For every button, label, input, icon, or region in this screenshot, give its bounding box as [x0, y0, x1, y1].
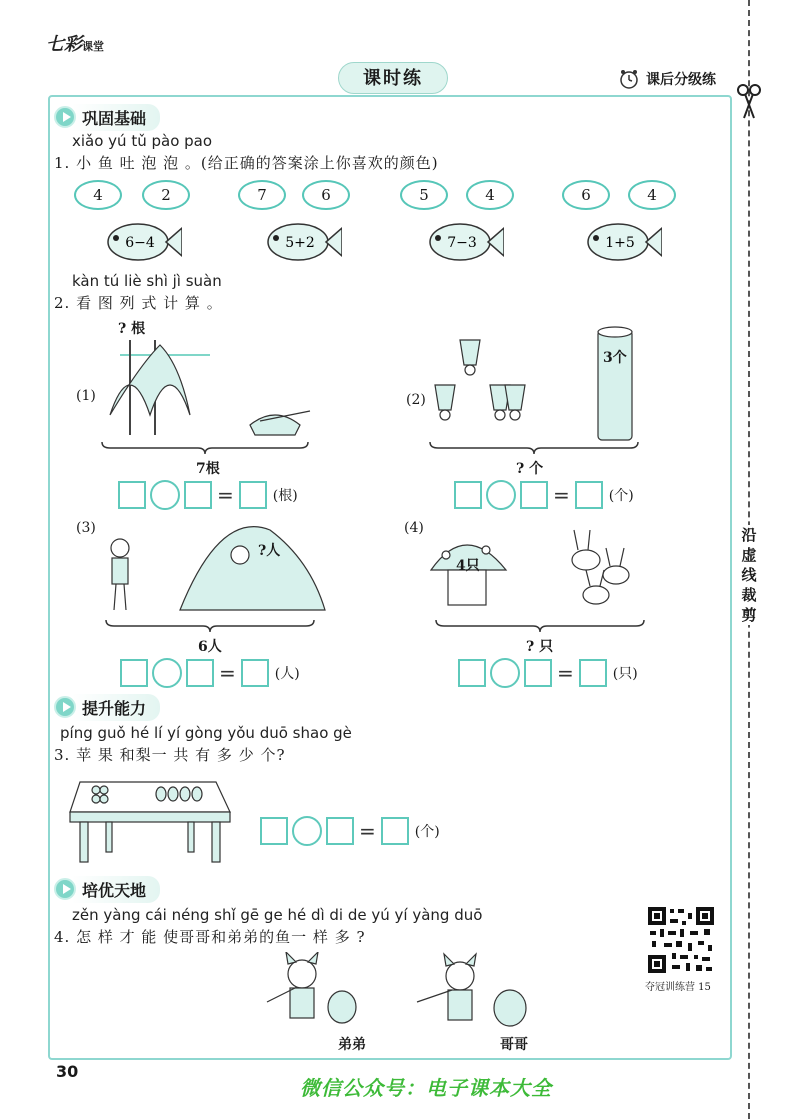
- answer-bubble[interactable]: 7: [238, 180, 286, 210]
- qr-code-icon[interactable]: [646, 905, 716, 975]
- q3-text: 3. 苹 果 和梨一 共 有 多 少 个?: [54, 746, 286, 764]
- table-fruits-illustration: [66, 772, 236, 864]
- q2-1-equation: [118, 480, 298, 510]
- q2-2-number: (2): [406, 392, 426, 408]
- answer-bubble[interactable]: 4: [628, 180, 676, 210]
- q2-1-number: (1): [76, 388, 96, 404]
- operator-circle[interactable]: [292, 816, 322, 846]
- footer-banner: 微信公众号：电子课本大全: [300, 1076, 552, 1100]
- answer-box[interactable]: [120, 659, 148, 687]
- q2-3-equation: [120, 658, 300, 688]
- q2-pinyin: kàn tú liè shì jì suàn: [72, 272, 222, 290]
- answer-box[interactable]: [520, 481, 548, 509]
- section-header-improve: [54, 694, 160, 720]
- qr-caption: 夺冠训练营 15: [645, 982, 711, 993]
- brand-text: 七彩: [46, 34, 82, 55]
- cut-instruction: 沿 虚 线 裁 剪: [741, 526, 757, 624]
- section-title: 培优天地: [72, 876, 160, 903]
- q2-2-equation: [454, 480, 634, 510]
- answer-box[interactable]: [326, 817, 354, 845]
- younger-brother-cat-illustration: [262, 952, 362, 1032]
- equals-sign: =: [219, 661, 236, 685]
- answer-box[interactable]: [260, 817, 288, 845]
- play-arrow-icon: [54, 106, 76, 128]
- fish-icon: [102, 220, 182, 264]
- answer-box[interactable]: [184, 481, 212, 509]
- scissors-icon: [736, 82, 762, 122]
- section-header-basic: [54, 104, 160, 130]
- q1-text: 1. 小 鱼 吐 泡 泡 。(给正确的答案涂上你喜欢的颜色): [54, 154, 439, 172]
- answer-box[interactable]: [524, 659, 552, 687]
- brace-bracket: [104, 618, 316, 634]
- q4-pinyin: zěn yàng cái néng shǐ gē ge hé dì di de yú yí yàng duō: [72, 906, 483, 924]
- equals-sign: =: [359, 819, 376, 843]
- brace-bracket: [428, 440, 640, 456]
- fish-expression: 6−4: [125, 235, 155, 251]
- q2-text: 2. 看 图 列 式 计 算 。: [54, 294, 223, 312]
- fish-icon: [262, 220, 342, 264]
- equals-sign: =: [553, 483, 570, 507]
- equals-sign: =: [217, 483, 234, 507]
- q2-4-total: ? 只: [526, 639, 554, 655]
- page-number: 30: [56, 1062, 79, 1081]
- q3-equation: [260, 816, 440, 846]
- operator-circle[interactable]: [490, 658, 520, 688]
- q3-pinyin: píng guǒ hé lí yí gòng yǒu duō shao gè: [60, 724, 352, 742]
- section-tag: [618, 68, 716, 90]
- right-title-text: 课后分级练: [646, 72, 716, 88]
- fish-icon: [582, 220, 662, 264]
- page-title: 课时练: [338, 62, 448, 94]
- section-title: 巩固基础: [72, 104, 160, 131]
- q2-1-total: 7根: [196, 461, 220, 477]
- play-arrow-icon: [54, 696, 76, 718]
- unit-label: (只): [612, 666, 638, 682]
- q2-3-number: (3): [76, 520, 96, 536]
- equals-sign: =: [557, 661, 574, 685]
- q2-4-equation: [458, 658, 638, 688]
- operator-circle[interactable]: [486, 480, 516, 510]
- older-brother-label: 哥哥: [500, 1037, 528, 1053]
- answer-box[interactable]: [579, 659, 607, 687]
- answer-box[interactable]: [118, 481, 146, 509]
- answer-box[interactable]: [241, 659, 269, 687]
- q2-3-total: 6人: [198, 639, 222, 655]
- fish-expression: 1+5: [605, 235, 635, 251]
- q2-3-top-label: ?人: [258, 543, 281, 559]
- answer-box[interactable]: [458, 659, 486, 687]
- answer-box[interactable]: [186, 659, 214, 687]
- corn-stalks-illustration: [100, 335, 320, 445]
- alarm-clock-icon: [618, 68, 640, 90]
- q1-pinyin: xiǎo yú tǔ pào pao: [72, 132, 213, 150]
- answer-bubble[interactable]: 4: [74, 180, 122, 210]
- answer-bubble[interactable]: 6: [302, 180, 350, 210]
- answer-bubble[interactable]: 2: [142, 180, 190, 210]
- answer-bubble[interactable]: 4: [466, 180, 514, 210]
- brand-small-text: 课堂: [82, 40, 104, 53]
- brand-logo: [46, 30, 104, 56]
- older-brother-cat-illustration: [412, 952, 532, 1036]
- play-arrow-icon: [54, 878, 76, 900]
- unit-label: (人): [274, 666, 300, 682]
- unit-label: (个): [414, 824, 440, 840]
- q2-1-top-label: ? 根: [118, 321, 146, 337]
- q2-4-number: (4): [404, 520, 424, 536]
- answer-bubble[interactable]: 6: [562, 180, 610, 210]
- unit-label: (根): [272, 488, 298, 504]
- q1-fish-row: [74, 180, 694, 270]
- q4-text: 4. 怎 样 才 能 使哥哥和弟弟的鱼一 样 多 ?: [54, 928, 366, 946]
- section-title: 提升能力: [72, 694, 160, 721]
- younger-brother-label: 弟弟: [338, 1037, 366, 1053]
- unit-label: (个): [608, 488, 634, 504]
- answer-bubble[interactable]: 5: [400, 180, 448, 210]
- q2-4-top-label: 4只: [456, 558, 480, 574]
- answer-box[interactable]: [381, 817, 409, 845]
- answer-box[interactable]: [575, 481, 603, 509]
- answer-box[interactable]: [239, 481, 267, 509]
- q2-2-total: ? 个: [516, 461, 544, 477]
- shuttlecocks-illustration: [430, 325, 650, 445]
- brace-bracket: [434, 618, 646, 634]
- fish-icon: [424, 220, 504, 264]
- q2-2-top-label: 3个: [603, 350, 627, 366]
- answer-box[interactable]: [454, 481, 482, 509]
- operator-circle[interactable]: [150, 480, 180, 510]
- section-header-advanced: [54, 876, 160, 902]
- fish-expression: 7−3: [447, 235, 477, 251]
- children-tent-illustration: [100, 520, 340, 620]
- brace-bracket: [100, 440, 310, 456]
- operator-circle[interactable]: [152, 658, 182, 688]
- fish-expression: 5+2: [285, 235, 315, 251]
